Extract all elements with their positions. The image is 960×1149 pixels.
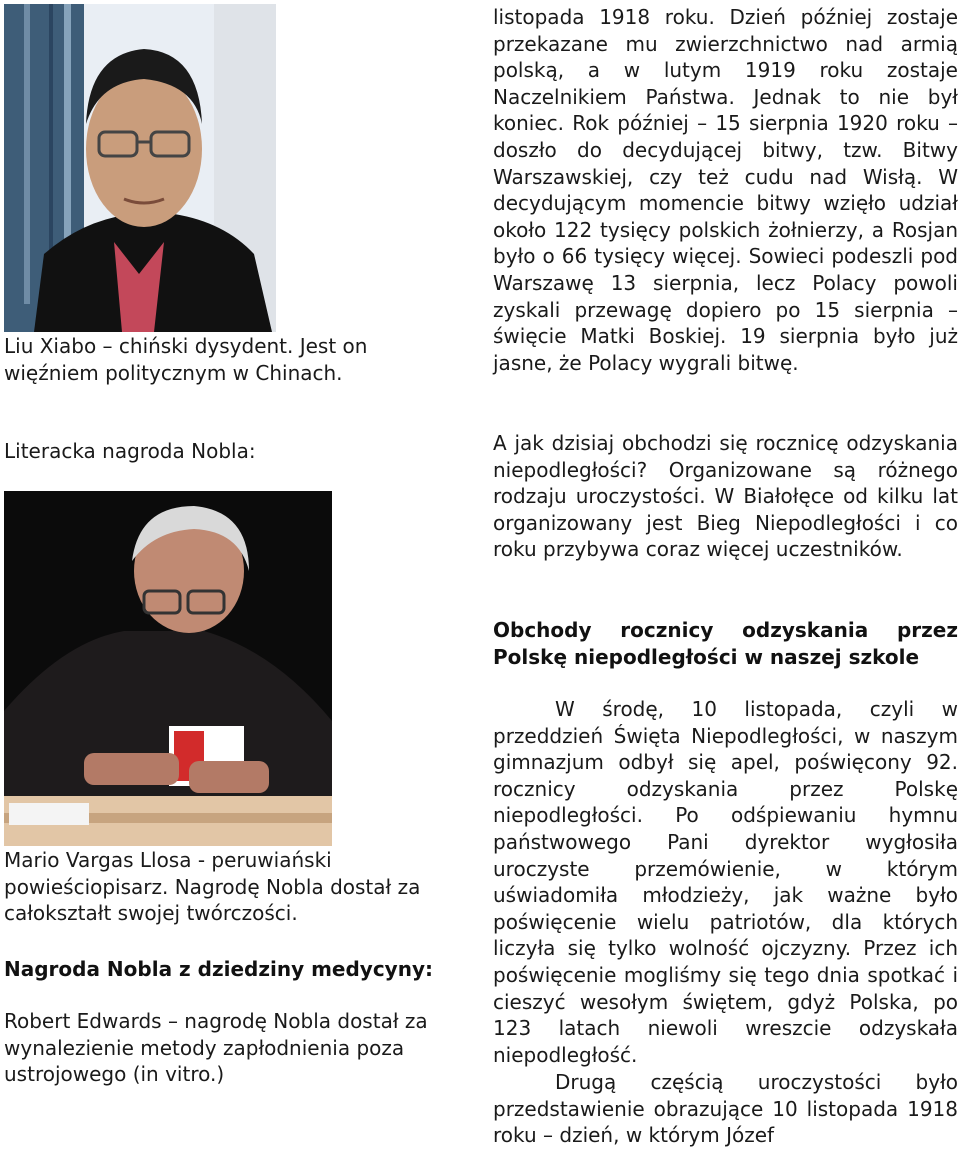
heading-literature-nobel: Literacka nagroda Nobla: [4, 439, 256, 463]
paragraph-today: A jak dzisiaj obchodzi się rocznicę odzyskania niepodległości? Organizowane są różnego rodzaju uroczystości. W Białołęce od kilku lat organizowany jest Bieg Niepodległości i co roku przybywa coraz więcej uczestników. [493, 431, 958, 562]
paragraph-school-2: Drugą częścią uroczystości było przedstawienie obrazujące 10 listopada 1918 roku – dzień, w którym Józef [493, 1070, 958, 1148]
heading-medicine-nobel: Nagroda Nobla z dziedziny medycyny: [4, 957, 433, 981]
caption-mario-vargas-llosa: Mario Vargas Llosa - peruwiański powieściopisarz. Nagrodę Nobla dostał za całokształt swojej twórczości. [4, 848, 421, 926]
heading-school-celebration: Obchody rocznicy odzyskania przez Polskę niepodległości w naszej szkole [493, 618, 958, 669]
paragraph-school-1: W środę, 10 listopada, czyli w przeddzień Święta Niepodległości, w naszym gimnazjum odbył się apel, poświęcony 92. rocznicy odzyskania przez Polskę niepodległości. Po odśpiewaniu hymnu państwowego Pani dyrektor wygłosiła uroczyste przemówienie, w którym uświadomiła młodzieży, jak ważne było poświęcenie wielu patriotów, dla których liczyła się tylko wolność ojczyzny. Przez ich poświęcenie mogliśmy się tego dnia spotkać i cieszyć wesołym świętem, gdyż Polska, po 123 latach niewoli wreszcie odzyskała niepodległość. [493, 697, 958, 1067]
photo-mario-vargas-llosa [4, 491, 332, 846]
paragraph-history: listopada 1918 roku. Dzień później zostaje przekazane mu zwierzchnictwo nad armią polską, a w lutym 1919 roku zostaje Naczelnikiem Państwa. Jednak to nie był koniec. Rok później – 15 sierpnia 1920 roku – doszło do decydującej bitwy, tzw. Bitwy Warszawskiej, czy też cudu nad Wisłą. W decydującym momencie bitwy wzięło udział około 122 tysięcy polskich żołnierzy, a Rosjan było o 66 tysięcy więcej. Sowieci podeszli pod Warszawę 13 sierpnia, lecz Polacy powoli zyskali przewagę dopiero po 15 sierpnia – święcie Matki Boskiej. 19 sierpnia było już jasne, że Polacy wygrali bitwę. [493, 5, 958, 375]
caption-liu-xiaobo: Liu Xiabo – chiński dysydent. Jest on więźniem politycznym w Chinach. [4, 334, 368, 385]
photo-liu-xiaobo [4, 4, 276, 332]
caption-robert-edwards: Robert Edwards – nagrodę Nobla dostał za wynalezienie metody zapłodnienia poza ustrojowego (in vitro.) [4, 1009, 428, 1087]
